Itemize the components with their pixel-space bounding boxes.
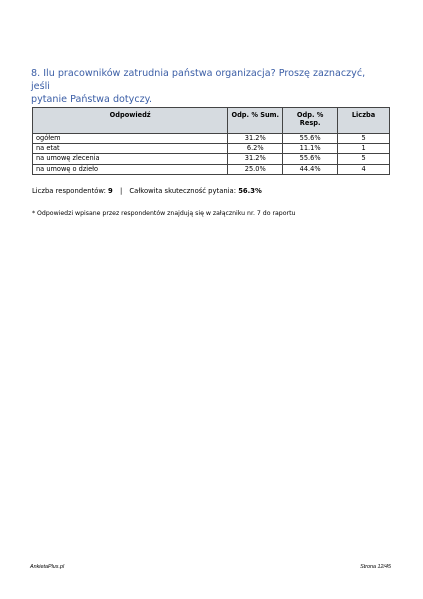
row-percent-resp: 55.6% [283, 134, 338, 144]
row-count: 5 [338, 134, 390, 144]
effectiveness-value: 56.3% [238, 187, 262, 195]
attachment-note: * Odpowiedzi wpisane przez respondentów znajdują się w załączniku nr. 7 do raportu [32, 210, 296, 217]
row-count: 1 [338, 144, 390, 154]
respondents-label: Liczba respondentów: [32, 187, 106, 195]
table-header-row [33, 108, 390, 134]
row-percent-resp: 55.6% [283, 154, 338, 164]
header-answer: Odpowiedź [33, 108, 228, 134]
row-percent-sum: 31.2% [228, 154, 283, 164]
table-row [33, 144, 390, 154]
row-count: 4 [338, 164, 390, 174]
row-percent-sum: 25.0% [228, 164, 283, 174]
question-title-line2: pytanie Państwa dotyczy. [31, 94, 153, 105]
table-row [33, 154, 390, 164]
row-percent-resp: 11.1% [283, 144, 338, 154]
footer-brand: AnkietaPlus.pl [30, 564, 65, 570]
table-row [33, 134, 390, 144]
row-label: na umowę zlecenia [33, 154, 228, 164]
row-label: na etat [33, 144, 228, 154]
header-percent-sum: Odp. % Sum. [228, 108, 283, 134]
row-percent-resp: 44.4% [283, 164, 338, 174]
header-count: Liczba [338, 108, 390, 134]
summary-line [32, 187, 262, 195]
footer-page-number: Strona 12/45 [360, 564, 391, 570]
effectiveness-label: Całkowita skuteczność pytania: [129, 187, 237, 195]
row-count: 5 [338, 154, 390, 164]
results-table [32, 107, 390, 175]
row-percent-sum: 6.2% [228, 144, 283, 154]
row-percent-sum: 31.2% [228, 134, 283, 144]
row-label: na umowę o dzieło [33, 164, 228, 174]
header-percent-resp: Odp. % Resp. [283, 108, 338, 134]
question-title [31, 67, 371, 106]
row-label: ogółem [33, 134, 228, 144]
table-row [33, 164, 390, 174]
summary-separator: | [119, 187, 123, 195]
question-title-line1: 8. Ilu pracowników zatrudnia państwa organizacja? Proszę zaznaczyć, jeśli [31, 68, 366, 92]
respondents-value: 9 [108, 187, 113, 195]
